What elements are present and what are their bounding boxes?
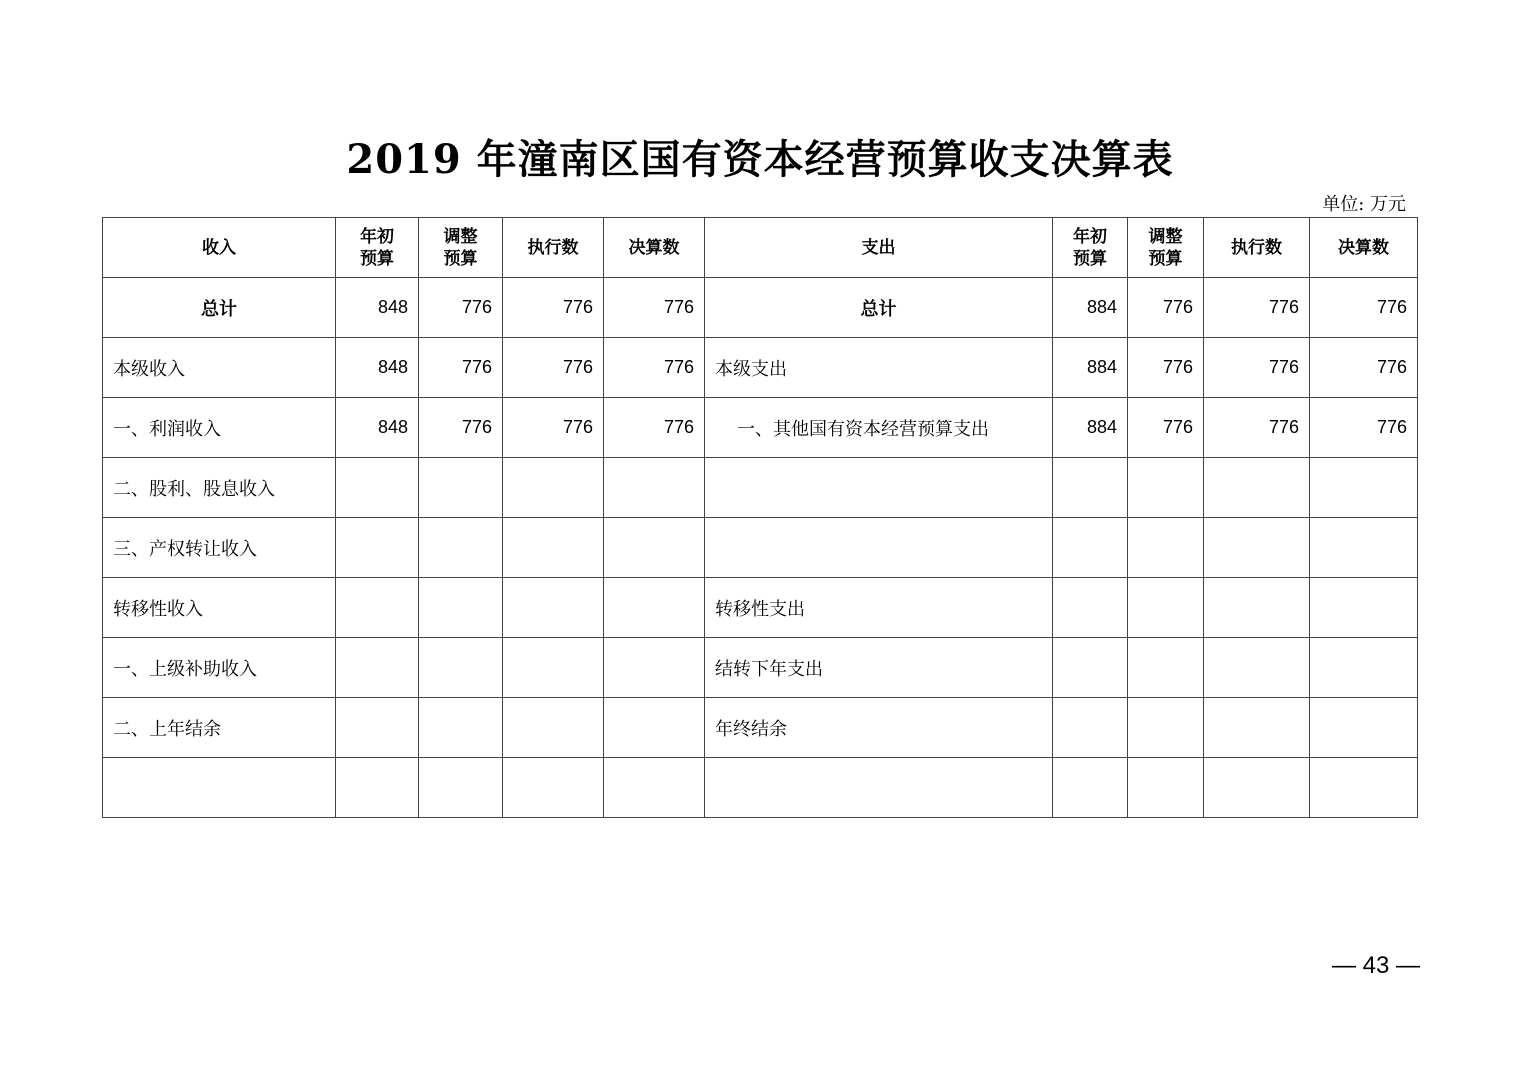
income-item-label: 本级收入 xyxy=(103,338,336,398)
income-value-cell: 776 xyxy=(419,278,503,338)
header-text: 年初 预算 xyxy=(360,226,394,269)
income-value-cell xyxy=(604,758,705,818)
expense-value-cell: 776 xyxy=(1128,398,1204,458)
expense-value-cell: 884 xyxy=(1053,338,1128,398)
table-header-row xyxy=(103,218,1418,278)
expense-item-label: 总计 xyxy=(705,278,1053,338)
income-value-cell: 848 xyxy=(336,278,419,338)
header-expense: 支出 xyxy=(705,218,1053,278)
income-item-label: 转移性收入 xyxy=(103,578,336,638)
expense-value-cell xyxy=(1128,578,1204,638)
table-row xyxy=(103,578,1418,638)
expense-value-cell xyxy=(1053,758,1128,818)
expense-value-cell xyxy=(1128,698,1204,758)
income-item-label: 二、股利、股息收入 xyxy=(103,458,336,518)
expense-value-cell xyxy=(1310,458,1418,518)
income-value-cell xyxy=(336,578,419,638)
income-item-label: 三、产权转让收入 xyxy=(103,518,336,578)
expense-value-cell xyxy=(1204,518,1310,578)
income-value-cell xyxy=(503,698,604,758)
expense-value-cell xyxy=(1128,518,1204,578)
income-value-cell: 776 xyxy=(419,338,503,398)
income-value-cell: 848 xyxy=(336,338,419,398)
header-income-initial-budget xyxy=(336,218,419,278)
income-value-cell: 776 xyxy=(604,398,705,458)
expense-item-label: 转移性支出 xyxy=(705,578,1053,638)
table-row xyxy=(103,698,1418,758)
expense-value-cell xyxy=(1204,458,1310,518)
income-value-cell xyxy=(604,638,705,698)
expense-value-cell xyxy=(1204,758,1310,818)
table-row xyxy=(103,638,1418,698)
expense-value-cell: 776 xyxy=(1204,338,1310,398)
expense-value-cell xyxy=(1053,458,1128,518)
income-value-cell xyxy=(604,698,705,758)
unit-label: 单位: 万元 xyxy=(1322,194,1406,215)
income-value-cell xyxy=(604,458,705,518)
expense-item-label: 结转下年支出 xyxy=(705,638,1053,698)
expense-value-cell: 776 xyxy=(1310,398,1418,458)
income-value-cell xyxy=(419,698,503,758)
table-row xyxy=(103,518,1418,578)
income-value-cell xyxy=(419,458,503,518)
income-value-cell xyxy=(604,578,705,638)
expense-value-cell xyxy=(1310,638,1418,698)
header-income-final: 决算数 xyxy=(604,218,705,278)
expense-value-cell: 776 xyxy=(1204,278,1310,338)
table-row xyxy=(103,278,1418,338)
income-value-cell: 776 xyxy=(503,398,604,458)
income-item-label: 一、上级补助收入 xyxy=(103,638,336,698)
header-expense-executed: 执行数 xyxy=(1204,218,1310,278)
header-expense-initial-budget xyxy=(1053,218,1128,278)
page-title: 2019 年潼南区国有资本经营预算收支决算表 xyxy=(346,136,1174,183)
expense-value-cell: 776 xyxy=(1128,338,1204,398)
income-value-cell xyxy=(503,758,604,818)
income-value-cell xyxy=(336,698,419,758)
expense-value-cell xyxy=(1310,518,1418,578)
expense-value-cell: 776 xyxy=(1204,398,1310,458)
expense-item-label xyxy=(705,518,1053,578)
income-value-cell xyxy=(336,638,419,698)
expense-item-label: 本级支出 xyxy=(705,338,1053,398)
income-value-cell xyxy=(419,758,503,818)
expense-value-cell xyxy=(1053,578,1128,638)
income-value-cell xyxy=(503,638,604,698)
expense-item-label xyxy=(705,758,1053,818)
header-text: 调整 预算 xyxy=(1148,226,1183,269)
income-value-cell: 848 xyxy=(336,398,419,458)
income-item-label xyxy=(103,758,336,818)
expense-value-cell xyxy=(1310,758,1418,818)
income-value-cell xyxy=(419,578,503,638)
header-expense-adjusted-budget xyxy=(1128,218,1204,278)
expense-value-cell xyxy=(1310,578,1418,638)
expense-value-cell xyxy=(1053,518,1128,578)
income-value-cell: 776 xyxy=(604,278,705,338)
header-income: 收入 xyxy=(103,218,336,278)
expense-value-cell: 776 xyxy=(1128,278,1204,338)
income-value-cell: 776 xyxy=(419,398,503,458)
income-item-label: 二、上年结余 xyxy=(103,698,336,758)
expense-value-cell xyxy=(1128,758,1204,818)
income-value-cell: 776 xyxy=(503,278,604,338)
budget-table xyxy=(102,217,1418,818)
expense-value-cell xyxy=(1128,638,1204,698)
income-item-label: 一、利润收入 xyxy=(103,398,336,458)
header-text: 年初 预算 xyxy=(1073,226,1107,269)
header-expense-final: 决算数 xyxy=(1310,218,1418,278)
income-value-cell xyxy=(336,758,419,818)
header-text: 调整 预算 xyxy=(443,226,478,269)
table-row xyxy=(103,398,1418,458)
income-value-cell xyxy=(336,518,419,578)
expense-item-label: 一、其他国有资本经营预算支出 xyxy=(705,398,1053,458)
income-value-cell: 776 xyxy=(604,338,705,398)
expense-item-label: 年终结余 xyxy=(705,698,1053,758)
income-value-cell xyxy=(503,578,604,638)
expense-value-cell: 776 xyxy=(1310,338,1418,398)
income-value-cell xyxy=(419,518,503,578)
header-income-adjusted-budget xyxy=(419,218,503,278)
page-number: — 43 — xyxy=(1331,952,1420,979)
expense-value-cell: 776 xyxy=(1310,278,1418,338)
expense-value-cell xyxy=(1053,638,1128,698)
income-item-label: 总计 xyxy=(103,278,336,338)
income-value-cell xyxy=(503,518,604,578)
table-row xyxy=(103,338,1418,398)
expense-item-label xyxy=(705,458,1053,518)
header-income-executed: 执行数 xyxy=(503,218,604,278)
expense-value-cell xyxy=(1204,698,1310,758)
income-value-cell xyxy=(419,638,503,698)
expense-value-cell xyxy=(1310,698,1418,758)
expense-value-cell: 884 xyxy=(1053,278,1128,338)
income-value-cell xyxy=(336,458,419,518)
income-value-cell xyxy=(604,518,705,578)
income-value-cell xyxy=(503,458,604,518)
income-value-cell: 776 xyxy=(503,338,604,398)
table-row xyxy=(103,458,1418,518)
expense-value-cell: 884 xyxy=(1053,398,1128,458)
table-row xyxy=(103,758,1418,818)
expense-value-cell xyxy=(1053,698,1128,758)
expense-value-cell xyxy=(1128,458,1204,518)
expense-value-cell xyxy=(1204,578,1310,638)
expense-value-cell xyxy=(1204,638,1310,698)
